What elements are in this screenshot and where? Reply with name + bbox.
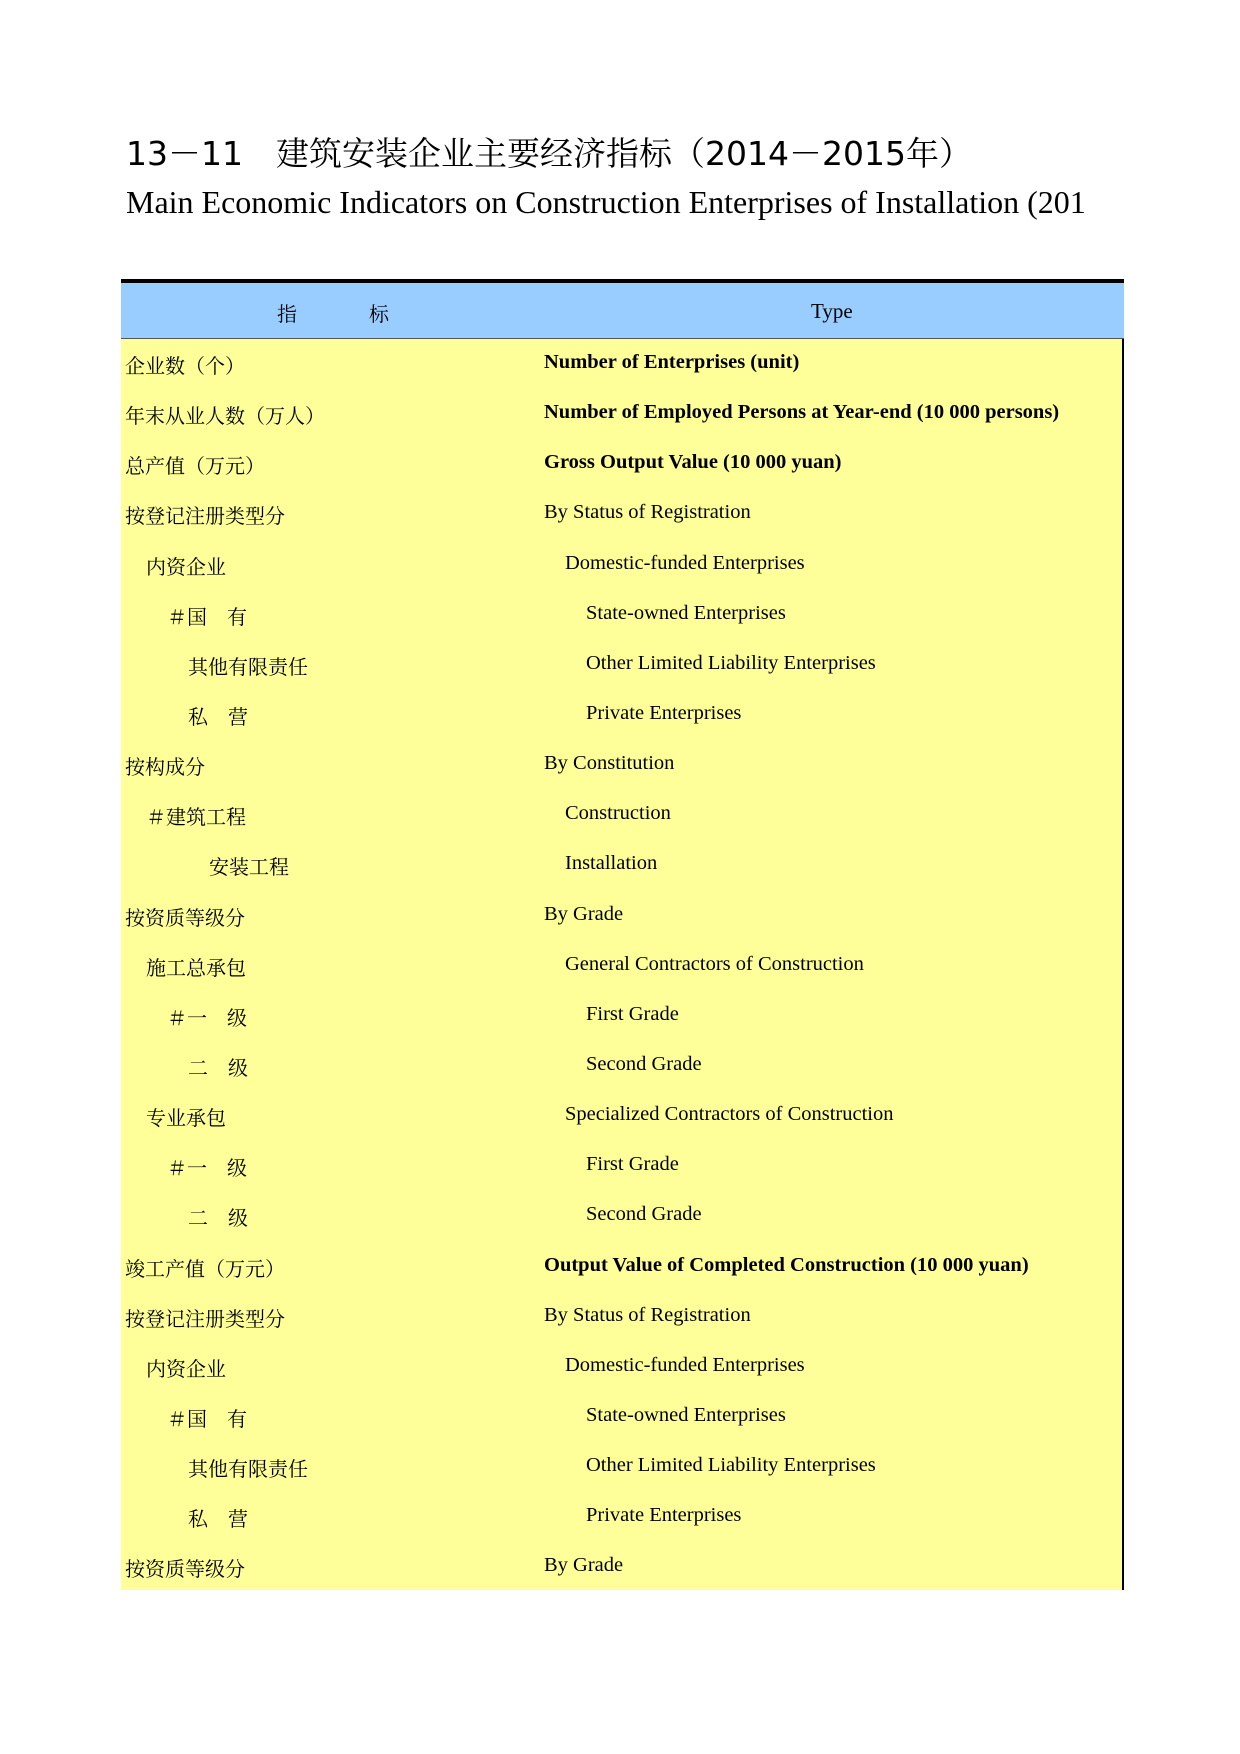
row-label-en: Output Value of Completed Construction (10 000 yuan) <box>544 1253 1029 1276</box>
table-row <box>121 339 1122 389</box>
table-row <box>121 1392 1122 1442</box>
row-label-en: Specialized Contractors of Construction <box>565 1103 894 1126</box>
row-label-en: General Contractors of Construction <box>565 952 864 975</box>
header-indicator-char-2: 标 <box>369 302 389 326</box>
row-label-cn: 年末从业人数（万人） <box>125 404 325 429</box>
row-label-cn: ＃国 有 <box>167 604 247 629</box>
row-label-cn: ＃国 有 <box>167 1406 247 1431</box>
table-row <box>121 540 1122 590</box>
row-label-cn: 二 级 <box>188 1206 248 1231</box>
row-label-en: State-owned Enterprises <box>586 1403 786 1426</box>
row-label-en: State-owned Enterprises <box>586 601 786 624</box>
table-row <box>121 1292 1122 1342</box>
row-label-cn: 企业数（个） <box>125 354 245 378</box>
row-label-en: Gross Output Value (10 000 yuan) <box>544 451 842 474</box>
row-label-cn: 按登记注册类型分 <box>125 1306 285 1331</box>
row-label-cn: 施工总承包 <box>146 955 246 980</box>
row-label-en: Private Enterprises <box>586 1504 742 1527</box>
row-label-cn: 按构成分 <box>125 755 205 780</box>
table-row <box>121 489 1122 539</box>
table-row <box>121 1191 1122 1241</box>
row-label-cn: ＃建筑工程 <box>146 805 246 830</box>
row-label-en: First Grade <box>586 1002 679 1025</box>
row-label-en: Other Limited Liability Enterprises <box>586 651 876 674</box>
row-label-en: By Grade <box>544 902 624 925</box>
header-type: Type <box>811 299 853 323</box>
indicator-table <box>121 279 1124 1590</box>
row-label-en: Number of Enterprises (unit) <box>544 351 800 373</box>
row-label-cn: 安装工程 <box>209 855 289 880</box>
row-label-cn: 私 营 <box>188 704 248 729</box>
row-label-cn: ＃一 级 <box>167 1005 247 1030</box>
row-label-cn: ＃一 级 <box>167 1156 247 1181</box>
row-label-en: By Grade <box>544 1554 624 1577</box>
row-label-en: Number of Employed Persons at Year-end (10 000 persons) <box>544 401 1060 424</box>
row-label-en: First Grade <box>586 1153 679 1176</box>
header-indicator-char-1: 指 <box>277 302 297 326</box>
table-row <box>121 790 1122 840</box>
row-label-en: Second Grade <box>586 1052 702 1075</box>
table-row <box>121 389 1122 439</box>
table-row <box>121 740 1122 790</box>
row-label-en: By Status of Registration <box>544 501 751 524</box>
row-label-cn: 专业承包 <box>146 1106 226 1131</box>
row-label-cn: 内资企业 <box>146 1356 226 1381</box>
row-label-en: Second Grade <box>586 1203 702 1226</box>
row-label-en: Other Limited Liability Enterprises <box>586 1454 876 1477</box>
table-row <box>121 439 1122 489</box>
row-label-en: Domestic-funded Enterprises <box>565 551 805 574</box>
page-title-cn: 13－11 建筑安装企业主要经济指标（2014－2015年） <box>126 134 972 173</box>
row-label-cn: 总产值（万元） <box>125 454 265 479</box>
table-row <box>121 840 1122 890</box>
table-body <box>121 339 1124 1590</box>
row-label-en: By Constitution <box>544 752 675 775</box>
table-row <box>121 690 1122 740</box>
table-row <box>121 1492 1122 1542</box>
row-label-en: Construction <box>565 802 671 825</box>
table-row <box>121 891 1122 941</box>
table-row <box>121 1141 1122 1191</box>
table-row <box>121 941 1122 991</box>
row-label-cn: 二 级 <box>188 1055 248 1080</box>
page-title-en: Main Economic Indicators on Construction Enterprises of Installation (201 <box>126 184 1086 220</box>
row-label-cn: 私 营 <box>188 1507 248 1532</box>
row-label-cn: 按资质等级分 <box>125 905 245 930</box>
table-row <box>121 640 1122 690</box>
table-row <box>121 1242 1122 1292</box>
table-row <box>121 590 1122 640</box>
table-row <box>121 1091 1122 1141</box>
table-row <box>121 1442 1122 1492</box>
table-row <box>121 1342 1122 1392</box>
row-label-en: Domestic-funded Enterprises <box>565 1353 805 1376</box>
row-label-en: Installation <box>565 852 658 875</box>
row-label-en: By Status of Registration <box>544 1303 751 1326</box>
row-label-cn: 竣工产值（万元） <box>125 1256 285 1281</box>
row-label-cn: 其他有限责任 <box>188 1457 308 1482</box>
table-row <box>121 991 1122 1041</box>
table-header <box>121 283 1124 339</box>
row-label-cn: 其他有限责任 <box>188 654 308 679</box>
table-row <box>121 1542 1122 1592</box>
table-row <box>121 1041 1122 1091</box>
row-label-en: Private Enterprises <box>586 701 742 724</box>
row-label-cn: 内资企业 <box>146 554 226 579</box>
row-label-cn: 按资质等级分 <box>125 1557 245 1582</box>
row-label-cn: 按登记注册类型分 <box>125 504 285 529</box>
